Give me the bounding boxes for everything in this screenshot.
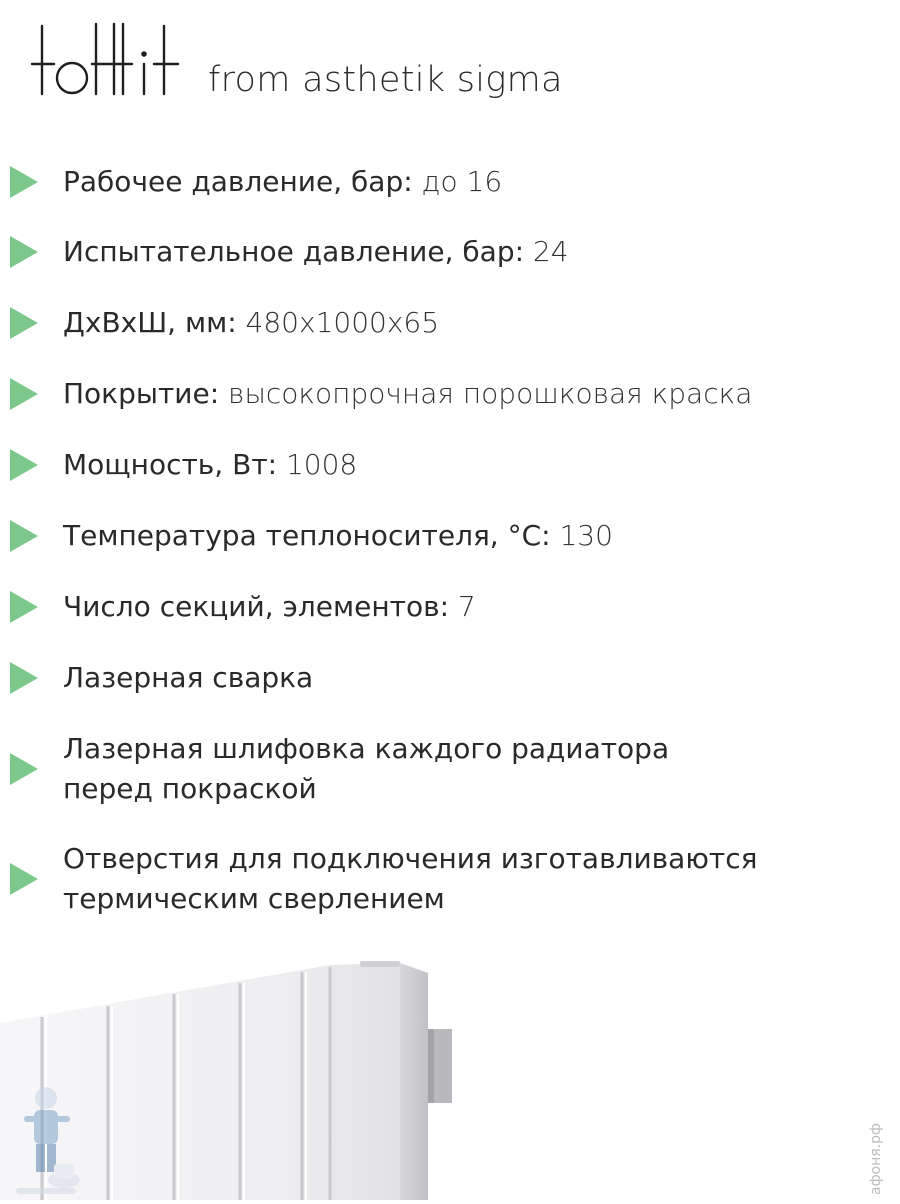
spec-label: Покрытие: — [63, 377, 220, 410]
triangle-bullet-icon — [10, 307, 38, 339]
triangle-bullet-icon — [10, 166, 38, 198]
spec-label-continued: термическим сверлением — [63, 882, 445, 915]
spec-label: Температура теплоносителя, °С: — [63, 519, 551, 552]
spec-value: до 16 — [412, 165, 503, 198]
plumber-mascot-icon — [6, 1080, 86, 1198]
spec-label: Мощность, Вт: — [63, 448, 278, 481]
spec-value: 1008 — [277, 448, 358, 481]
triangle-bullet-icon — [10, 753, 38, 785]
spec-label: Лазерная сварка — [63, 661, 314, 694]
triangle-bullet-icon — [10, 449, 38, 481]
spec-value: 24 — [524, 235, 569, 268]
spec-label: ДхВхШ, мм: — [63, 306, 237, 339]
spec-value: 480x1000x65 — [236, 306, 440, 339]
spec-label: Рабочее давление, бар: — [63, 165, 413, 198]
spec-value: 130 — [550, 519, 613, 552]
triangle-bullet-icon — [10, 378, 38, 410]
brand-header — [30, 20, 630, 110]
triangle-bullet-icon — [10, 863, 38, 895]
brand-tagline: from asthetik sigma — [208, 60, 563, 100]
spec-label: Лазерная шлифовка каждого радиатора — [63, 732, 670, 765]
triangle-bullet-icon — [10, 520, 38, 552]
brand-logo — [30, 20, 190, 102]
spec-value: высокопрочная порошковая краска — [219, 377, 753, 410]
spec-label: Испытательное давление, бар: — [63, 235, 525, 268]
triangle-bullet-icon — [10, 591, 38, 623]
spec-label: Число секций, элементов: — [63, 590, 450, 623]
triangle-bullet-icon — [10, 662, 38, 694]
watermark: афоня.рф — [868, 1123, 884, 1195]
triangle-bullet-icon — [10, 236, 38, 268]
spec-value: 7 — [449, 590, 476, 623]
spec-label: Отверстия для подключения изготавливаются — [63, 842, 758, 875]
spec-label-continued: перед покраской — [63, 772, 317, 805]
